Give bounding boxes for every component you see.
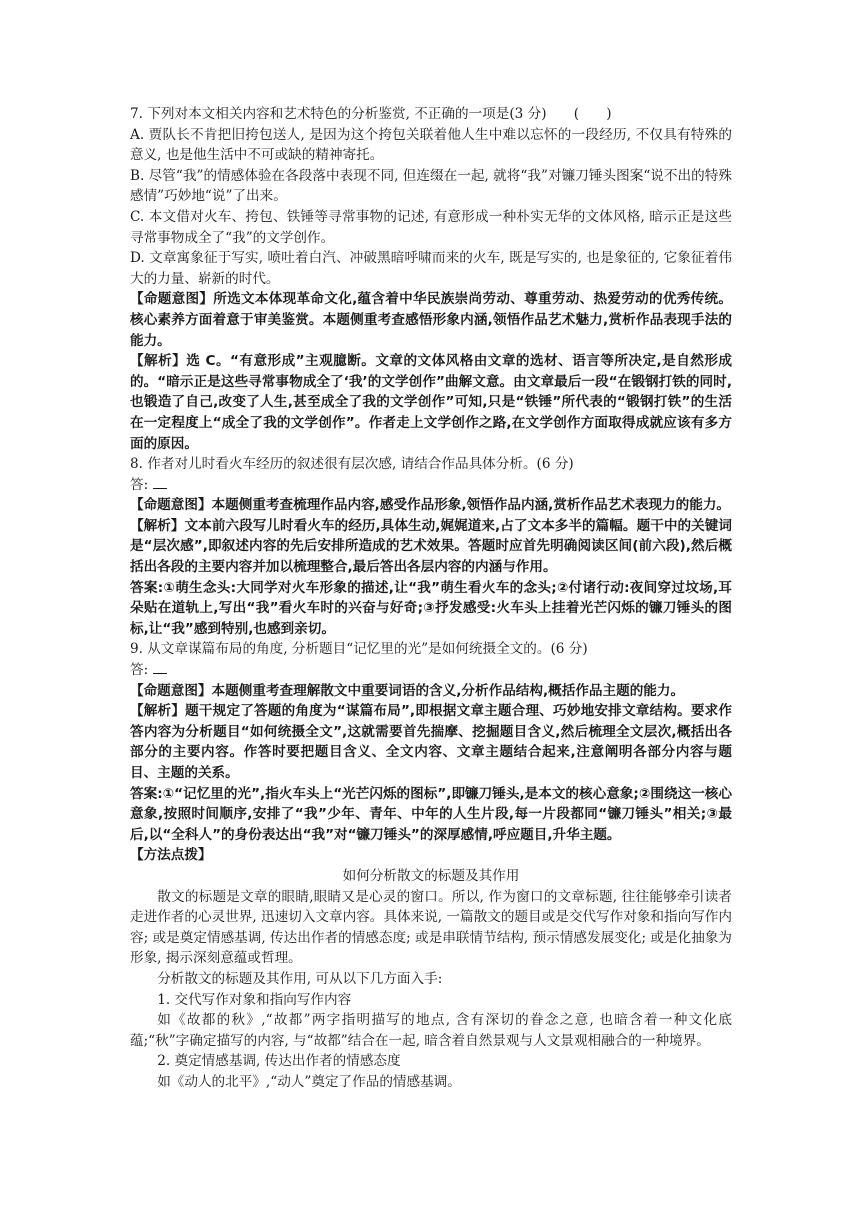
q8-answer-blank [153, 476, 167, 489]
q7-option-b: B. 尽管“我”的情感体验在各段落中表现不同, 但连缀在一起, 就将“我”对镰刀锤头图案“说不出的特殊感情”巧妙地“说”了出来。 [130, 167, 732, 205]
method-paragraph-1: 散文的标题是文章的眼睛,眼睛又是心灵的窗口。所以, 作为窗口的文章标题, 往往能够牵引读者走进作者的心灵世界, 迅速切入文章内容。具体来说, 一篇散文的题目或是交代写作对象和指向写作内容; 或是奠定情感基调, 传达出作者的情感态度; 或是串联情节结构, 预示情感发展变化; 或是化抽象为形象, 揭示深刻意蕴或哲理。 [130, 888, 732, 967]
q8-answer: 答案:①萌生念头:大同学对火车形象的描述,让“我”萌生看火车的念头;②付诸行动:夜间穿过坟场,耳朵贴在道轨上,写出“我”看火车时的兴奋与好奇;③抒发感受:火车头上挂着光芒闪烁的镰刀锤头的图标,让“我”感到特别,也感到亲切。 [130, 579, 732, 637]
q7-option-d: D. 文章寓象征于写实, 喷吐着白汽、冲破黑暗呼啸而来的火车, 既是写实的, 也是象征的, 它象征着伟大的力量、崭新的时代。 [130, 250, 732, 287]
q8-stem: 8. 作者对儿时看火车经历的叙述很有层次感, 请结合作品具体分析。(6 分) [130, 456, 574, 473]
q7-intent: 【命题意图】所选文本体现革命文化,蕴含着中华民族崇尚劳动、尊重劳动、热爱劳动的优秀传统。核心素养方面着意于审美鉴赏。本题侧重考查感悟形象内涵,领悟作品艺术魅力,赏析作品表现手法的能力。 [130, 291, 732, 349]
q8-answer-line [130, 475, 732, 496]
q7-option-c: C. 本文借对火车、挎包、铁锤等寻常事物的记述, 有意形成一种朴实无华的文体风格, 暗示正是这些寻常事物成全了“我”的文学创作。 [130, 208, 732, 246]
method-title: 如何分析散文的标题及其作用 [342, 867, 520, 884]
document-page [130, 104, 732, 1093]
q8-intent: 【命题意图】本题侧重考查梳理作品内容,感受作品形象,领悟作品内涵,赏析作品艺术表现力的能力。 [130, 497, 731, 514]
q9-answer-line [130, 660, 732, 681]
q9-answer: 答案:①“记忆里的光”,指火车头上“光芒闪烁的图标”,即镰刀锤头,是本文的核心意象;②围绕这一核心意象,按照时间顺序,安排了“我”少年、青年、中年的人生片段,每一片段都同“镰刀锤头”相关;③最后,以“全科人”的身份表达出“我”对“镰刀锤头”的深厚感情,呼应题目,升华主题。 [130, 785, 732, 843]
method-subheading-1: 1. 交代写作对象和指向写作内容 [157, 991, 352, 1008]
method-paragraph-4: 如《动人的北平》,“动人”奠定了作品的情感基调。 [157, 1073, 461, 1090]
method-paragraph-2: 分析散文的标题及其作用, 可从以下几方面入手: [157, 970, 443, 987]
q9-answer-prefix: 答: [130, 662, 149, 679]
q9-answer-blank [153, 661, 167, 674]
method-subheading-2: 2. 奠定情感基调, 传达出作者的情感态度 [157, 1053, 401, 1070]
q7-option-a: A. 贾队长不肯把旧挎包送人, 是因为这个挎包关联着他人生中难以忘怀的一段经历, 不仅具有特殊的意义, 也是他生活中不可或缺的精神寄托。 [130, 126, 732, 164]
q9-intent: 【命题意图】本题侧重考查理解散文中重要词语的含义,分析作品结构,概括作品主题的能力。 [130, 682, 685, 699]
q9-stem: 9. 从文章谋篇布局的角度, 分析题目“记忆里的光”是如何统摄全文的。(6 分) [130, 641, 588, 658]
method-heading: 【方法点拨】 [130, 847, 212, 864]
q9-analysis: 【解析】题干规定了答题的角度为“谋篇布局”,即根据文章主题合理、巧妙地安排文章结构。要求作答内容为分析题目“如何统摄全文”,这就需要首先揣摩、挖掘题目含义,然后梳理全文层次,概括出各部分的主要内容。作答时要把题目含义、全文内容、文章主题结合起来,注意阐明各部分内容与题目、主题的关系。 [130, 703, 732, 781]
q7-stem: 7. 下列对本文相关内容和艺术特色的分析鉴赏, 不正确的一项是(3 分) ( ) [130, 106, 612, 122]
q8-analysis: 【解析】文本前六段写儿时看火车的经历,具体生动,娓娓道来,占了文本多半的篇幅。题干中的关键词是“层次感”,即叙述内容的先后安排所造成的艺术效果。答题时应首先明确阅读区间(前六段),然后概括出各段的主要内容并加以梳理整合,最后答出各层内容的内涵与作用。 [130, 517, 732, 576]
method-paragraph-3: 如《故都的秋》,“故都”两字指明描写的地点, 含有深切的眷念之意, 也暗含着一种文化底蕴;“秋”字确定描写的内容, 与“故都”结合在一起, 暗含着自然景观与人文景观相融合的一种境界。 [130, 1012, 732, 1049]
q7-analysis: 【解析】选 C。“有意形成”主观臆断。文章的文体风格由文章的选材、语言等所决定,是自然形成的。“暗示正是这些寻常事物成全了‘我’的文学创作”曲解文意。由文章最后一段“在锻钢打铁的同时,也锻造了自己,改变了人生,甚至成全了我的文学创作”可知,只是“铁锤”所代表的“锻钢打铁”的生活在一定程度上“成全了我的文学创作”。作者走上文学创作之路,在文学创作方面取得成就应该有多方面的原因。 [130, 353, 732, 452]
q8-answer-prefix: 答: [130, 476, 149, 493]
